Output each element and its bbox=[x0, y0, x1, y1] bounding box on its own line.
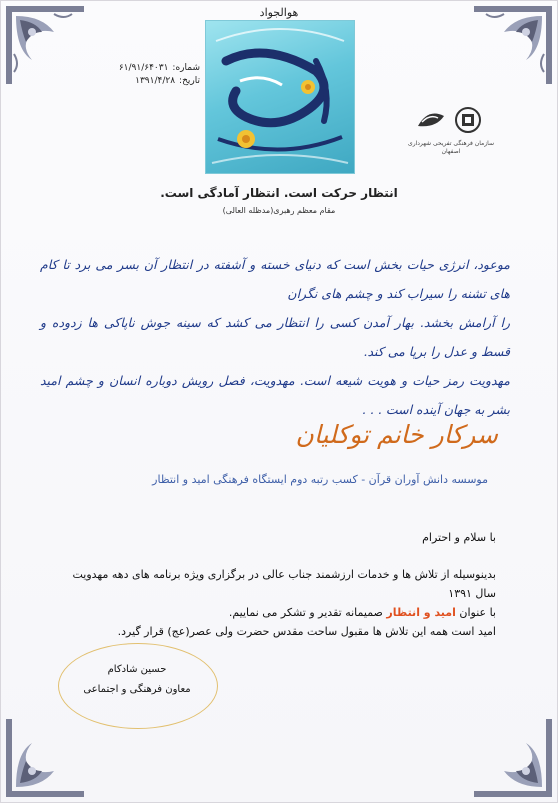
corner-ornament-icon bbox=[2, 715, 88, 801]
calligraphy-artwork-icon bbox=[206, 21, 354, 173]
quote-source: مقام معظم رهبری(مدظله العالی) bbox=[222, 206, 336, 215]
letter-body bbox=[56, 528, 496, 641]
date-value: ۱۳۹۱/۴/۲۸ bbox=[135, 76, 176, 86]
signer-title: معاون فرهنگی و اجتماعی bbox=[83, 684, 191, 695]
calligraphic-line: را آرامش بخشد. بهار آمدن کسی را انتظار می کشد که سینه جوش ناپاکی ها زدوده و قسط و عدل را برپا می کند. bbox=[40, 315, 510, 359]
number-value: ۶۱/۹۱/۶۴۰۳۱ bbox=[118, 63, 169, 73]
body-text-span: با عنوان bbox=[455, 606, 496, 619]
body-line: بدینوسیله از تلاش ها و خدمات ارزشمند جناب عالی در برگزاری ویژه برنامه های دهه مهدویت سال ۱۳۹۱ bbox=[72, 568, 496, 600]
calligraphic-paragraph bbox=[40, 250, 510, 424]
body-line bbox=[56, 603, 496, 622]
quote-text: انتظار حرکت است. انتظار آمادگی است. bbox=[160, 186, 398, 200]
header-invocation: هوالجواد bbox=[259, 6, 299, 19]
body-text-span: صمیمانه تقدیر و تشکر می نماییم. bbox=[228, 606, 387, 619]
body-line: امید است همه این تلاش ها مقبول ساحت مقدس حضرت ولی عصر(عج) قرار گیرد. bbox=[117, 625, 496, 638]
number-label: شماره: bbox=[172, 63, 200, 73]
highlight-title: امید و انتظار bbox=[386, 606, 456, 619]
calligraphic-line: موعود، انرژی حیات بخش است که دنیای خسته و آشفته در انتظار آن بسر می برد تا کام های تشنه را سیراب کند و چشم های نگران bbox=[40, 257, 510, 301]
logo-caption: سازمان فرهنگی تفریحی شهرداری اصفهان bbox=[408, 140, 494, 155]
greeting: با سلام و احترام bbox=[422, 531, 496, 544]
recipient-institution: موسسه دانش آوران قرآن - کسب رتبه دوم ایستگاه فرهنگی امید و انتظار bbox=[152, 473, 488, 486]
organization-logo-icon bbox=[400, 100, 500, 140]
signer-name: حسین شادکام bbox=[107, 664, 167, 675]
reference-block bbox=[100, 62, 200, 88]
calligraphic-line: مهدویت رمز حیات و هویت شیعه است. مهدویت، فصل رویش دوباره انسان و چشم امید بشر به جهان آینده است . . . bbox=[40, 373, 510, 417]
date-label: تاریخ: bbox=[179, 76, 200, 86]
calligraphy-banner-image bbox=[205, 20, 355, 174]
recipient-name: سرکار خانم توکلیان bbox=[295, 420, 498, 449]
corner-ornament-icon bbox=[470, 715, 556, 801]
signature-block bbox=[62, 660, 212, 700]
